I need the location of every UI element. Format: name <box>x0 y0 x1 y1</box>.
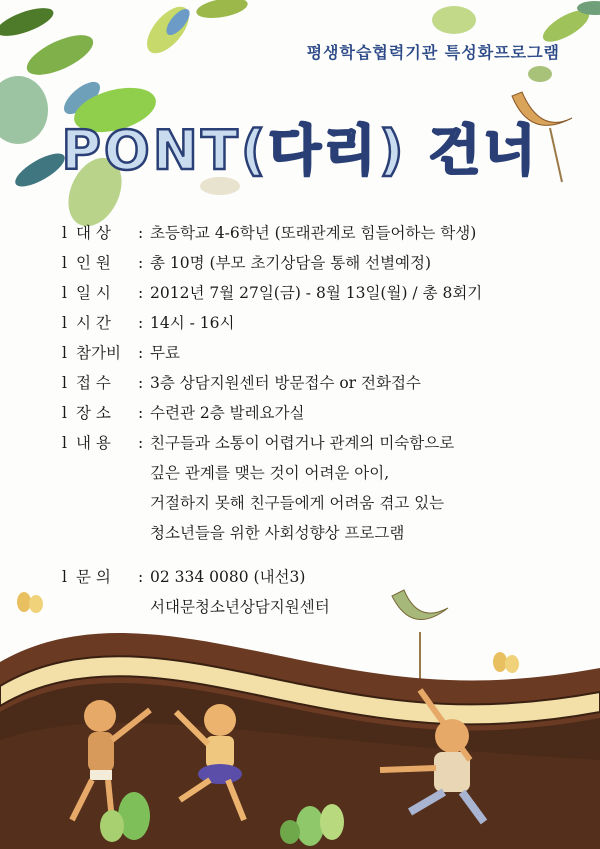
info-value: 총 10명 (부모 초기상담을 통해 선별예정) <box>150 254 432 272</box>
bullet-mark: l <box>62 404 67 422</box>
info-row-date <box>62 278 582 308</box>
colon: : <box>138 404 144 422</box>
info-row-content <box>62 428 582 458</box>
bullet-mark: l <box>62 568 67 586</box>
butterfly-right <box>493 652 519 673</box>
colon: : <box>138 568 144 586</box>
info-label: 장 소 <box>76 404 111 422</box>
contact-center: 서대문청소년상담지원센터 <box>150 598 330 616</box>
colon: : <box>138 344 144 362</box>
bullet-mark: l <box>62 284 67 302</box>
butterfly-left <box>17 592 43 613</box>
organization-label: 평생학습협력기관 특성화프로그램 <box>306 43 560 62</box>
bullet-mark: l <box>62 374 67 392</box>
info-label: 인 원 <box>76 254 111 272</box>
content-line: 깊은 관계를 맺는 것이 어려운 아이, <box>150 464 390 482</box>
contact-row <box>62 562 330 592</box>
info-row-target <box>62 218 582 248</box>
content-line: 거절하지 못해 친구들에게 어려움 겪고 있는 <box>150 494 445 512</box>
info-value: 초등학교 4-6학년 (또래관계로 힘들어하는 학생) <box>150 224 477 242</box>
colon: : <box>138 434 144 452</box>
poster-title: PONT(다리) 건너 <box>61 119 539 182</box>
info-label: 시 간 <box>76 314 111 332</box>
info-value: 2012년 7월 27일(금) - 8월 13일(월) / 총 8회기 <box>150 284 483 302</box>
info-label: 대 상 <box>76 224 111 242</box>
info-value: 3층 상담지원센터 방문접수 or 전화접수 <box>150 374 421 392</box>
info-row-capacity <box>62 248 582 278</box>
info-row-location <box>62 398 582 428</box>
info-row-registration <box>62 368 582 398</box>
info-value: 14시 - 16시 <box>150 314 235 332</box>
info-label: 내 용 <box>76 434 111 452</box>
info-label: 일 시 <box>76 284 111 302</box>
info-label: 접 수 <box>76 374 111 392</box>
moon-lower-right <box>392 590 448 690</box>
bullet-mark: l <box>62 224 67 242</box>
contact-phone: 02 334 0080 (내선3) <box>150 568 306 586</box>
colon: : <box>138 314 144 332</box>
bullet-mark: l <box>62 314 67 332</box>
contact-label: 문 의 <box>76 568 111 586</box>
colon: : <box>138 254 144 272</box>
info-label: 참가비 <box>76 344 121 362</box>
colon: : <box>138 374 144 392</box>
colon: : <box>138 224 144 242</box>
content-line: 청소년들을 위한 사회성향상 프로그램 <box>150 524 405 542</box>
info-value: 무료 <box>150 344 180 362</box>
bullet-mark: l <box>62 434 67 452</box>
info-row-fee <box>62 338 582 368</box>
info-value: 친구들과 소통이 어렵거나 관계의 미숙함으로 <box>150 434 455 452</box>
bullet-mark: l <box>62 254 67 272</box>
program-info <box>62 218 582 548</box>
bullet-mark: l <box>62 344 67 362</box>
colon: : <box>138 284 144 302</box>
contact-block <box>62 562 330 622</box>
info-value: 수련관 2층 발레요가실 <box>150 404 305 422</box>
info-row-time <box>62 308 582 338</box>
